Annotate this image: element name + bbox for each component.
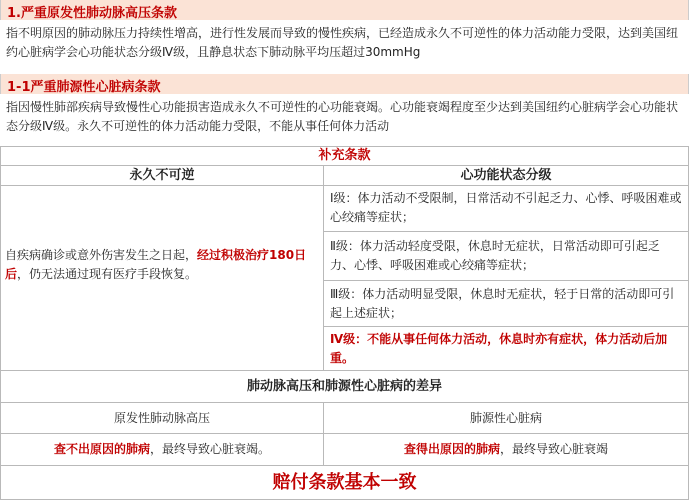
pulmonary-heart-header: 肺源性心脏病 [323, 402, 689, 434]
primary-ph-desc [0, 433, 324, 466]
grade-2: Ⅱ级：体力活动轻度受限，休息时无症状，日常活动即可引起乏力、心悸、呼吸困难或心绞痛等症状； [323, 231, 689, 281]
supplement-title: 补充条款 [0, 146, 689, 166]
section2-text: 指因慢性肺部疾病导致慢性心功能损害造成永久不可逆性的心功能衰竭。心功能衰竭程度至少达到美国纽约心脏病学会心功能状态分级Ⅳ级。永久不可逆性的体力活动能力受限，不能从事任何体力活动 [6, 100, 679, 133]
pulmonary-heart-desc [323, 433, 689, 466]
section1-text: 指不明原因的肺动脉压力持续性增高，进行性发展而导致的慢性疾病，已经造成永久不可逆性的体力活动能力受限，达到美国纽约心脏病学会心功能状态分级Ⅳ级，且静息状态下肺动脉平均压超过30mmHg [6, 26, 679, 59]
permanent-text-1: 自疾病确诊或意外伤害发生之日起， [5, 248, 198, 262]
section1-title: 1.严重原发性肺动脉高压条款 [0, 0, 689, 20]
pulmonary-heart-rest: ，最终导致心脏衰竭 [500, 442, 609, 456]
primary-ph-rest: ，最终导致心脏衰竭。 [150, 442, 271, 456]
difference-title: 肺动脉高压和肺源性心脏病的差异 [0, 370, 689, 403]
pulmonary-heart-red: 查得出原因的肺病 [403, 442, 500, 456]
grade-3: Ⅲ级：体力活动明显受限，休息时无症状，轻于日常的活动即可引起上述症状； [323, 280, 689, 327]
col-grade-header: 心功能状态分级 [323, 165, 689, 186]
section2-title: 1-1严重肺源性心脏病条款 [0, 74, 689, 94]
footer-conclusion: 赔付条款基本一致 [0, 465, 689, 500]
permanent-text-2: ，仍无法通过现有医疗手段恢复。 [17, 267, 198, 281]
col-permanent-header: 永久不可逆 [0, 165, 324, 186]
primary-ph-header: 原发性肺动脉高压 [0, 402, 324, 434]
permanent-description [0, 185, 324, 371]
grade-4: Ⅳ级：不能从事任何体力活动，休息时亦有症状，体力活动后加重。 [323, 326, 689, 371]
grade-1: Ⅰ级：体力活动不受限制，日常活动不引起乏力、心悸、呼吸困难或心绞痛等症状； [323, 185, 689, 232]
primary-ph-red: 查不出原因的肺病 [53, 442, 150, 456]
permanent-text-red: 经过积极治疗180日后 [5, 248, 307, 281]
